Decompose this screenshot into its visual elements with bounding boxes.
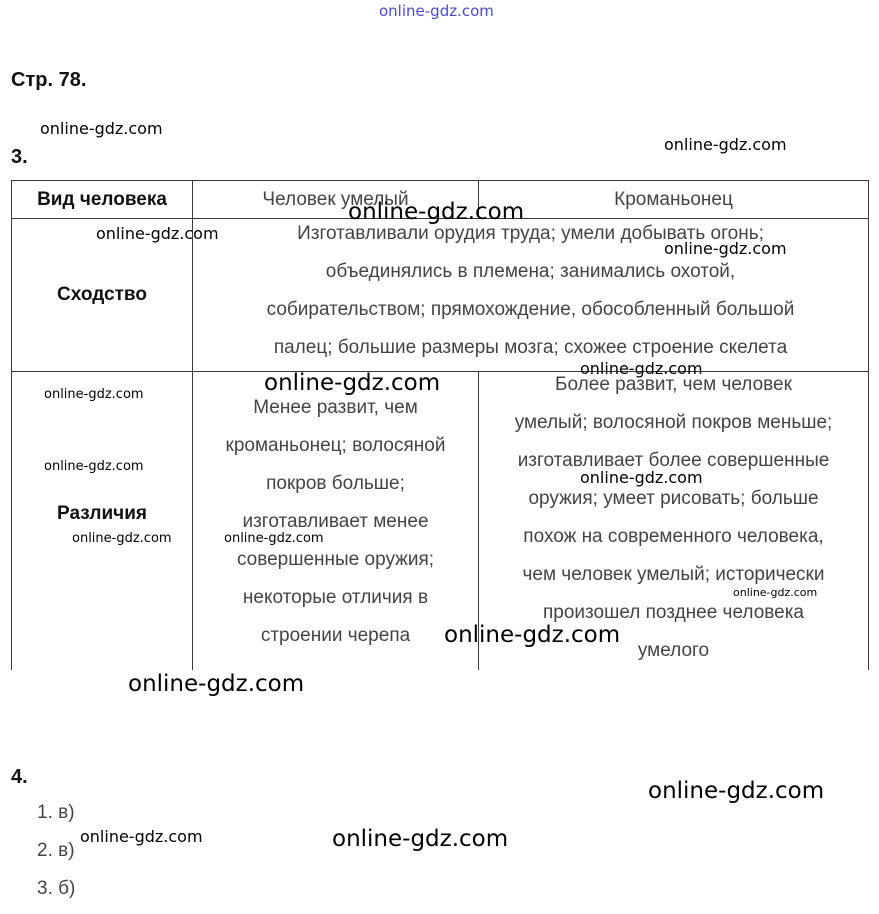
watermark: online-gdz.com xyxy=(664,239,787,258)
task-3-number: 3. xyxy=(11,146,28,168)
difference-line: кроманьонец; волосяной xyxy=(225,435,446,456)
answer-item: 3. б) xyxy=(37,878,76,899)
watermark: online-gdz.com xyxy=(44,387,144,402)
difference-line: произошел позднее человека xyxy=(542,602,805,623)
difference-line: покров больше; xyxy=(266,473,405,494)
watermark: online-gdz.com xyxy=(264,370,441,396)
watermark: online-gdz.com xyxy=(332,826,509,852)
differences-row xyxy=(12,372,869,671)
watermark: online-gdz.com xyxy=(664,135,787,154)
watermark: online-gdz.com xyxy=(96,224,219,243)
watermark: online-gdz.com xyxy=(580,359,703,378)
header-cro-magnon: Кроманьонец xyxy=(479,181,869,219)
differences-homo-habilis xyxy=(193,372,479,671)
similarity-line: собирательством; прямохождение, обособленный большой xyxy=(266,299,795,320)
task-4-answers xyxy=(37,794,75,908)
watermark: online-gdz.com xyxy=(44,459,144,474)
difference-line: некоторые отличия в xyxy=(242,587,429,608)
difference-line: изготавливает менее xyxy=(242,511,429,532)
differences-label: Различия xyxy=(12,372,193,671)
answer-item: 1. в) xyxy=(37,802,75,823)
difference-line: строении черепа xyxy=(260,625,411,646)
similarity-line: Изготавливали орудия труда; умели добывать огонь; xyxy=(297,223,764,244)
answer-item: 2. в) xyxy=(37,840,75,861)
difference-line: умелый; волосяной покров меньше; xyxy=(514,412,833,433)
watermark: online-gdz.com xyxy=(128,671,305,697)
header-homo-habilis: Человек умелый xyxy=(193,181,479,219)
watermark: online-gdz.com xyxy=(40,119,163,138)
watermark: online-gdz.com xyxy=(80,827,203,846)
task-4-number: 4. xyxy=(11,766,28,788)
watermark: online-gdz.com xyxy=(580,468,703,487)
watermark: online-gdz.com xyxy=(379,2,494,20)
difference-line: изготавливает более совершенные xyxy=(517,450,830,471)
watermark: online-gdz.com xyxy=(224,531,324,546)
difference-line: Менее развит, чем xyxy=(253,397,418,418)
difference-line: совершенные оружия; xyxy=(236,549,435,570)
page-reference: Стр. 78. xyxy=(11,69,87,91)
difference-line: Более развит, чем человек xyxy=(555,374,792,395)
similarity-label: Сходство xyxy=(12,219,193,372)
watermark: online-gdz.com xyxy=(648,778,825,804)
similarity-line: объединялись в племена; занимались охотой, xyxy=(325,261,736,282)
header-species: Вид человека xyxy=(12,181,193,219)
watermark: online-gdz.com xyxy=(72,531,172,546)
watermark: online-gdz.com xyxy=(733,586,818,599)
similarity-line: палец; большие размеры мозга; схожее строение скелета xyxy=(273,337,788,358)
difference-line: оружия; умеет рисовать; больше xyxy=(528,488,819,509)
difference-line: чем человек умелый; исторически xyxy=(522,564,825,585)
difference-line: похож на современного человека, xyxy=(523,526,824,547)
difference-line: умелого xyxy=(637,640,710,661)
watermark: online-gdz.com xyxy=(444,622,621,648)
watermark: online-gdz.com xyxy=(348,199,525,225)
